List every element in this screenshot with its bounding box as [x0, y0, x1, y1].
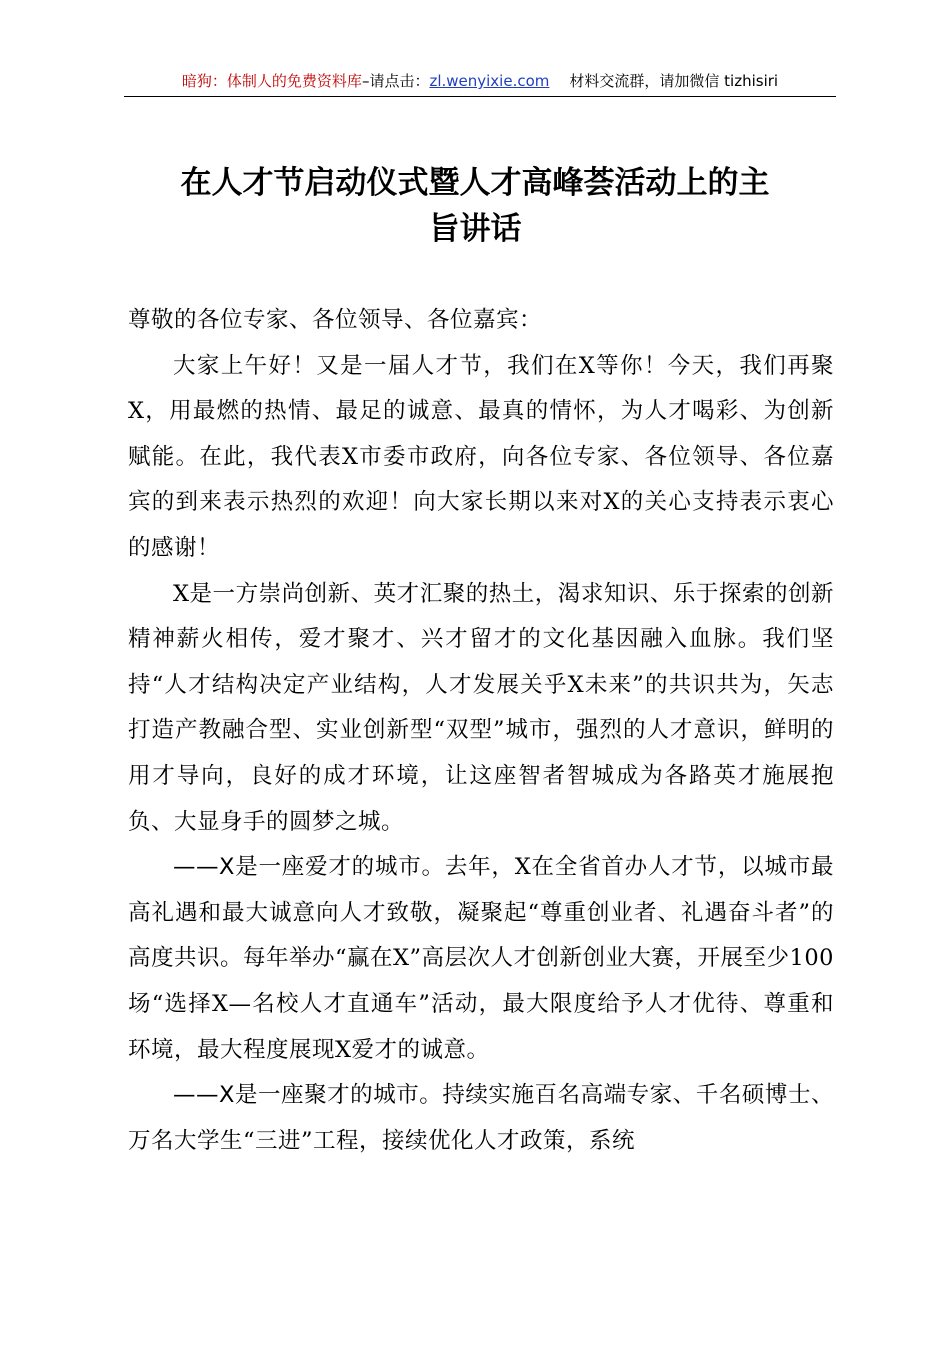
promo-text: 暗狗：体制人的免费资料库: [181, 72, 362, 90]
title-line-1: 在人才节启动仪式暨人才高峰荟活动上的主: [180, 165, 770, 201]
paragraph-4: [128, 1073, 834, 1164]
document-title: [100, 160, 850, 252]
paragraph-3-lead: ——X是一座爱才的城市。: [173, 854, 445, 881]
title-line-2: 旨讲话: [428, 211, 522, 247]
paragraph-2: X是一方崇尚创新、英才汇聚的热土，渴求知识、乐于探索的创新精神薪火相传，爱才聚才、兴才留才的文化基因融入血脉。我们坚持“人才结构决定产业结构，人才发展关乎X未来”的共识共为，矢志打造产教融合型、实业创新型“双型”城市，强烈的人才意识，鲜明的用才导向，良好的成才环境，让这座智者智城成为各路英才施展抱负、大显身手的圆梦之城。: [128, 580, 834, 835]
website-link[interactable]: zl.wenyixie.com: [429, 72, 550, 90]
wechat-text: 材料交流群，请加微信 tizhisiri: [569, 72, 779, 90]
paragraph-1: 大家上午好！又是一届人才节，我们在X等你！今天，我们再聚X，用最燃的热情、最足的诚意、最真的情怀，为人才喝彩、为创新赋能。在此，我代表X市委市政府，向各位专家、各位领导、各位嘉宾的到来表示热烈的欢迎！向大家长期以来对X的关心支持表示衷心的感谢！: [128, 352, 834, 561]
paragraph-4-lead: ——X是一座聚才的城市。: [173, 1082, 443, 1109]
document-body: [128, 298, 834, 1164]
promo-click-text: –请点击：: [361, 72, 430, 90]
salutation: 尊敬的各位专家、各位领导、各位嘉宾：: [128, 307, 543, 333]
paragraph-4-text: 持续实施百名高端专家、千名硕博士、万名大学生“三进”工程，接续优化人才政策，系统: [128, 1082, 834, 1154]
paragraph-3-text: 去年，X在全省首办人才节，以城市最高礼遇和最大诚意向人才致敬，凝聚起“尊重创业者、礼遇奋斗者”的高度共识。每年举办“赢在X”高层次人才创新创业大赛，开展至少100场“选择X—名校人才直通车”活动，最大限度给予人才优待、尊重和环境，最大程度展现X爱才的诚意。: [128, 854, 834, 1063]
paragraph-3: [128, 845, 834, 1073]
page-header: [124, 66, 836, 97]
